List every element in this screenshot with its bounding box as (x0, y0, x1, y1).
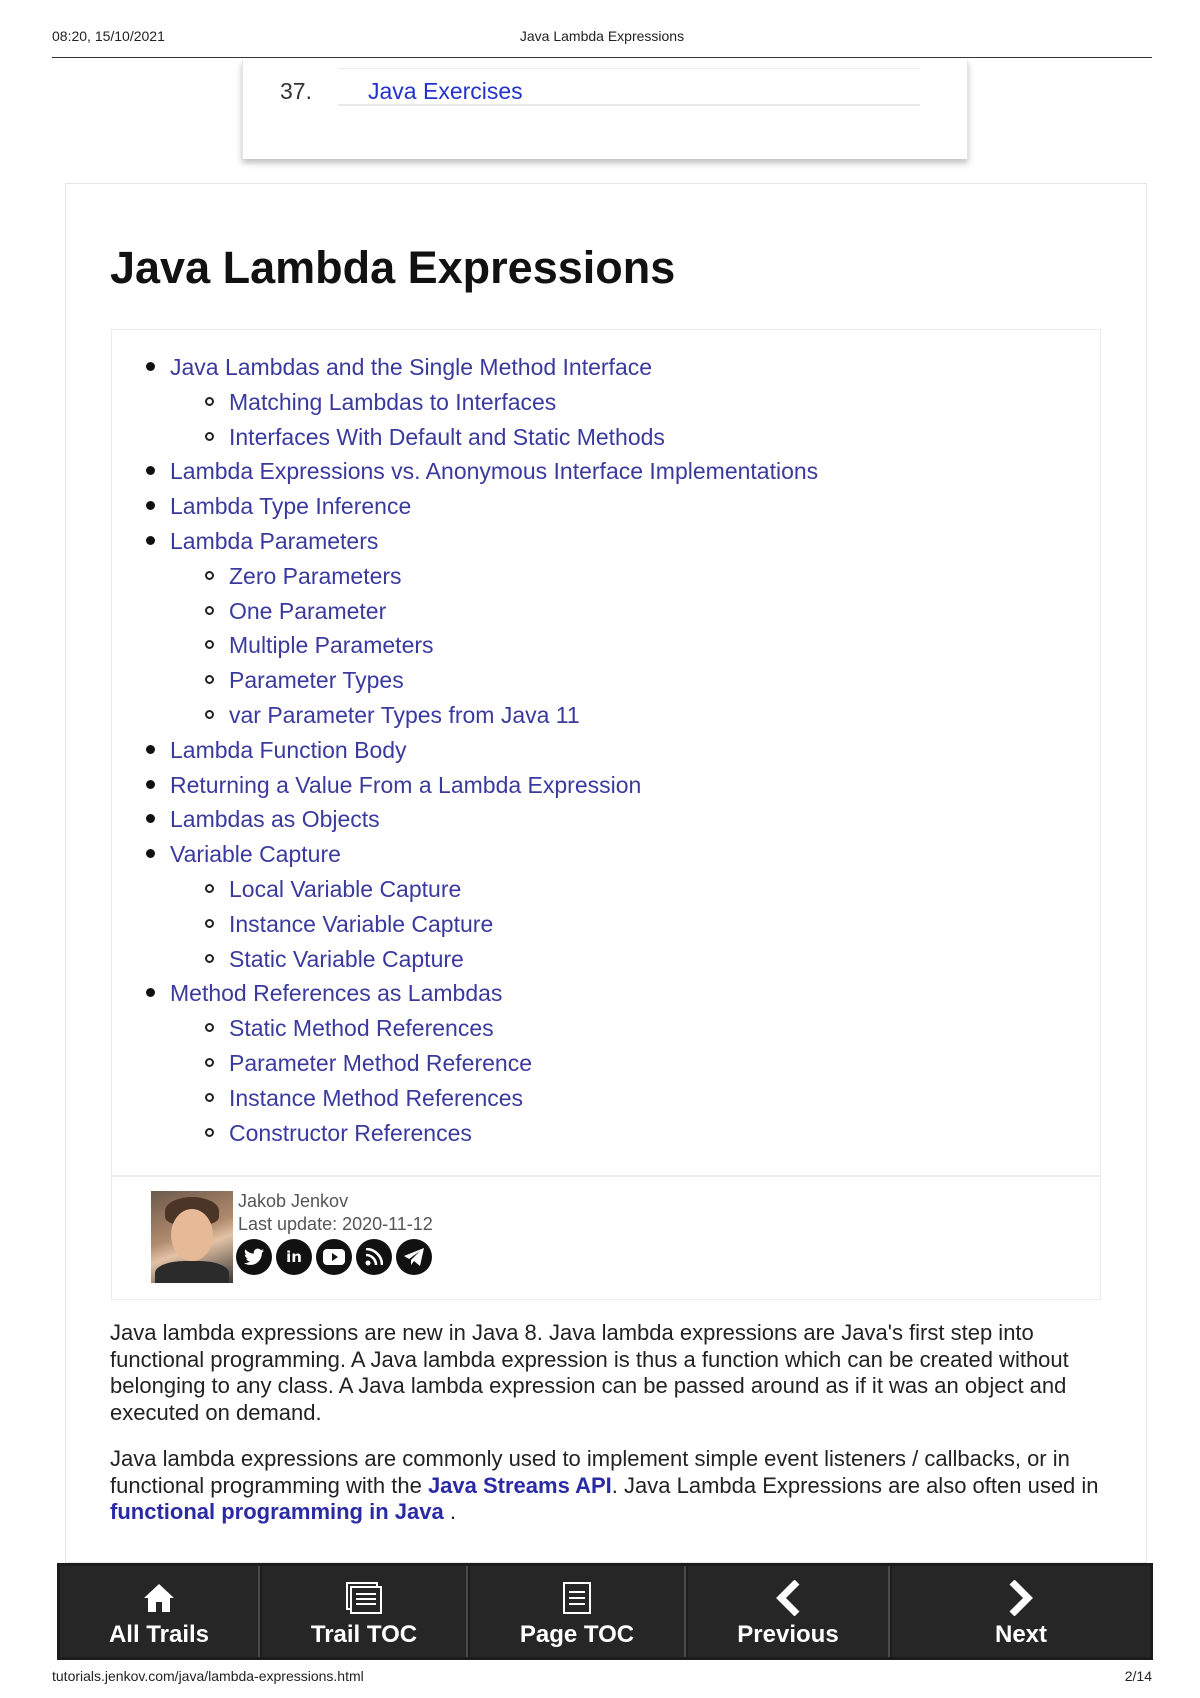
disc-bullet-icon (146, 849, 155, 858)
toc-item-link[interactable]: Parameter Method Reference (229, 1050, 532, 1076)
print-title: Java Lambda Expressions (519, 28, 685, 44)
toc-item-link[interactable]: Lambda Function Body (170, 736, 407, 763)
toc-item-link[interactable]: Instance Variable Capture (229, 910, 494, 937)
disc-bullet-icon (146, 780, 155, 789)
circle-bullet-icon (205, 884, 214, 893)
toc-item-link[interactable]: Interfaces With Default and Static Methods (229, 423, 665, 450)
circle-bullet-icon (205, 1128, 214, 1137)
usage-paragraph (110, 1446, 1120, 1526)
circle-bullet-icon (205, 1093, 214, 1102)
trail-toc-box (242, 60, 968, 159)
toc-item-link[interactable]: Returning a Value From a Lambda Expression (170, 771, 642, 798)
trail-item[interactable] (280, 68, 920, 106)
page-list-icon (470, 1578, 684, 1618)
usage-text-3: . (443, 1499, 456, 1524)
disc-bullet-icon (146, 814, 155, 823)
toc-item-link[interactable]: Static Method References (229, 1015, 494, 1042)
functional-programming-link[interactable]: functional programming in Java (110, 1499, 444, 1524)
trail-item-number: 37. (280, 78, 312, 104)
rss-icon[interactable] (356, 1239, 392, 1275)
toc-item-link[interactable]: Constructor References (229, 1119, 472, 1146)
print-url: tutorials.jenkov.com/java/lambda-expressions.html (52, 1668, 364, 1684)
next-button[interactable] (892, 1566, 1150, 1657)
circle-bullet-icon (205, 432, 214, 441)
circle-bullet-icon (205, 710, 214, 719)
toc-item-link[interactable]: Static Variable Capture (229, 945, 464, 972)
author-last-update: Last update: 2020-11-12 (238, 1214, 433, 1234)
twitter-icon[interactable] (236, 1239, 272, 1275)
toc-item-link[interactable]: One Parameter (229, 597, 387, 624)
usage-text-1: Java lambda expressions are commonly used to implement simple event listeners / callbacks, or in functional programming with the (110, 1446, 1070, 1498)
toc-item-link[interactable]: Local Variable Capture (229, 876, 462, 902)
trail-item-link[interactable]: Java Exercises (368, 78, 523, 104)
youtube-icon[interactable] (316, 1239, 352, 1275)
author-name: Jakob Jenkov (238, 1191, 349, 1211)
page-title: Java Lambda Expressions (110, 242, 676, 293)
trail-toc-button[interactable] (262, 1566, 468, 1657)
disc-bullet-icon (146, 466, 155, 475)
all-trails-label: All Trails (108, 1621, 210, 1648)
page-toc (111, 329, 1101, 1176)
disc-bullet-icon (146, 745, 155, 754)
avatar (151, 1191, 233, 1283)
usage-text-2: . Java Lambda Expressions are also often used in (611, 1472, 1099, 1498)
intro-paragraph: Java lambda expressions are new in Java 8. Java lambda expressions are Java's first step into functional programming. A Java lambda expression is thus a function which can be created without belonging to any class. A Java lambda expression can be passed around as if it was an object and executed on demand. (110, 1320, 1069, 1425)
toc-item-link[interactable]: Lambda Type Inference (170, 493, 412, 520)
toc-item-link[interactable]: Zero Parameters (229, 562, 402, 589)
circle-bullet-icon (205, 954, 214, 963)
all-trails-button[interactable] (60, 1566, 260, 1657)
disc-bullet-icon (146, 362, 155, 371)
previous-button[interactable] (688, 1566, 890, 1657)
page-toc-button[interactable] (470, 1566, 686, 1657)
circle-bullet-icon (205, 640, 214, 649)
circle-bullet-icon (205, 919, 214, 928)
toc-item-link[interactable]: Multiple Parameters (229, 632, 434, 659)
print-header (52, 28, 1152, 58)
toc-item-link[interactable]: Java Lambdas and the Single Method Interface (170, 354, 653, 380)
toc-item-link[interactable]: var Parameter Types from Java 11 (229, 702, 580, 728)
toc-item-link[interactable]: Lambdas as Objects (170, 806, 380, 833)
disc-bullet-icon (146, 536, 155, 545)
author-box (111, 1176, 1101, 1300)
telegram-icon[interactable] (396, 1239, 432, 1275)
circle-bullet-icon (205, 571, 214, 580)
main-content (65, 183, 1147, 1563)
toc-item-link[interactable]: Variable Capture (170, 841, 341, 868)
toc-item-link[interactable]: Matching Lambdas to Interfaces (229, 388, 557, 415)
circle-bullet-icon (205, 606, 214, 615)
home-icon (60, 1578, 258, 1618)
print-datetime: 08:20, 15/10/2021 (52, 28, 165, 44)
circle-bullet-icon (205, 1058, 214, 1067)
previous-label: Previous (737, 1621, 839, 1648)
page-toc-label: Page TOC (519, 1621, 635, 1648)
disc-bullet-icon (146, 501, 155, 510)
toc-stack-icon (262, 1578, 466, 1618)
java-streams-api-link[interactable]: Java Streams API (427, 1472, 612, 1498)
chevron-right-icon (892, 1578, 1150, 1618)
bottom-nav-bar (57, 1563, 1153, 1660)
trail-toc-label: Trail TOC (310, 1621, 418, 1648)
chevron-left-icon (688, 1578, 888, 1618)
circle-bullet-icon (205, 675, 214, 684)
next-label: Next (994, 1621, 1048, 1648)
toc-item-link[interactable]: Lambda Expressions vs. Anonymous Interface Implementations (170, 458, 819, 485)
toc-item-link[interactable]: Parameter Types (229, 667, 404, 694)
toc-item-link[interactable]: Instance Method References (229, 1084, 524, 1111)
disc-bullet-icon (146, 988, 155, 997)
circle-bullet-icon (205, 397, 214, 406)
linkedin-icon[interactable]: in (276, 1239, 312, 1275)
circle-bullet-icon (205, 1023, 214, 1032)
toc-item-link[interactable]: Method References as Lambdas (170, 980, 503, 1007)
print-page-number: 2/14 (1124, 1668, 1152, 1684)
toc-item-link[interactable]: Lambda Parameters (170, 528, 379, 554)
